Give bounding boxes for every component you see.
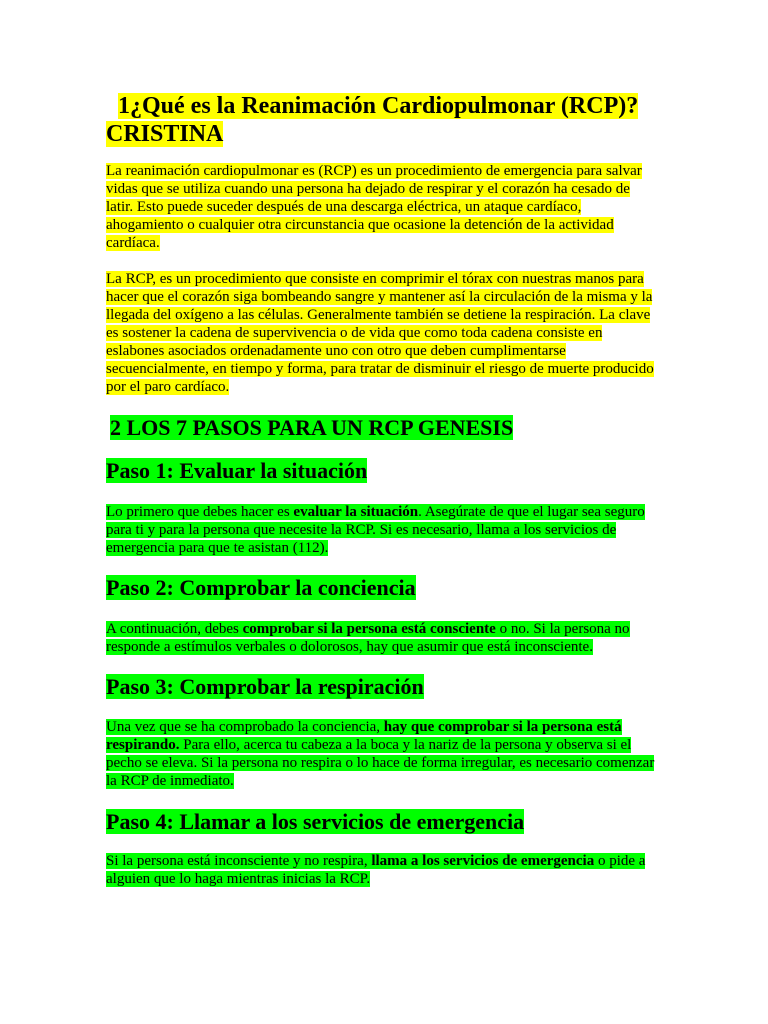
text-line: secuencialmente, en tiempo y forma, para tratar de disminuir el riesgo de muerte producido [106, 361, 654, 377]
step-3-heading [106, 673, 424, 701]
text-line: eslabones asociados ordenadamente uno con otro que deben cumplimentarse [106, 343, 566, 359]
text-run: Para ello, acerca tu cabeza a la boca y la nariz de la persona y observa si el [179, 737, 632, 753]
section-2-title [110, 414, 513, 442]
step-heading-text: Paso 2: Comprobar la conciencia [106, 575, 416, 600]
text-run: A continuación, debes [106, 621, 243, 637]
text-line: es sostener la cadena de supervivencia o de vida que como toda cadena consiste en [106, 325, 603, 341]
section-2-title-text: 2 LOS 7 PASOS PARA UN RCP GENESIS [110, 415, 514, 440]
step-2-paragraph [106, 620, 658, 656]
text-line: ahogamiento o cualquier otra circunstancia que ocasione la detención de la actividad [106, 217, 614, 233]
text-run: Si la persona está inconsciente y no respira, [106, 853, 372, 869]
step-heading-text: Paso 1: Evaluar la situación [106, 458, 368, 483]
bold-text-run: llama a los servicios de emergencia [371, 853, 595, 869]
section-1-title [106, 92, 666, 148]
text-line: alguien que lo haga mientras inicias la RCP. [106, 871, 371, 887]
step-heading-text: Paso 3: Comprobar la respiración [106, 674, 424, 699]
bold-text-run: evaluar la situación [293, 504, 419, 520]
text-line: La RCP, es un procedimiento que consiste en comprimir el tórax con nuestras manos para [106, 271, 644, 287]
intro-paragraph-2 [106, 270, 658, 396]
text-run: o no. Si la persona no [495, 621, 630, 637]
step-4-paragraph [106, 852, 658, 888]
text-line: llegada del oxígeno a las células. Generalmente también se detiene la respiración. La clave [106, 307, 651, 323]
bold-text-run: comprobar si la persona está consciente [242, 621, 496, 637]
text-line: para ti y para la persona que necesite la RCP. Si es necesario, llama a los servicios de [106, 522, 617, 538]
title-line-2: CRISTINA [106, 121, 224, 147]
text-run: Lo primero que debes hacer es [106, 504, 294, 520]
text-line: pecho se eleva. Si la persona no respira o lo hace de forma irregular, es necesario comenzar [106, 755, 655, 771]
text-line: la RCP de inmediato. [106, 773, 234, 789]
text-run: Una vez que se ha comprobado la conciencia, [106, 719, 384, 735]
text-line: cardíaca. [106, 235, 160, 251]
step-heading-text: Paso 4: Llamar a los servicios de emergencia [106, 809, 525, 834]
intro-paragraph-1 [106, 162, 658, 252]
text-line: vidas que se utiliza cuando una persona ha dejado de respirar y el corazón ha cesado de [106, 181, 630, 197]
text-line: por el paro cardíaco. [106, 379, 230, 395]
step-1-paragraph [106, 503, 658, 557]
text-line: hacer que el corazón siga bombeando sangre y mantener así la circulación de la misma y la [106, 289, 653, 305]
text-line: responde a estímulos verbales o dolorosos, hay que asumir que está inconsciente. [106, 639, 593, 655]
text-run: o pide a [594, 853, 646, 869]
step-1-heading [106, 457, 367, 485]
title-line-1: 1¿Qué es la Reanimación Cardiopulmonar (RCP)? [118, 93, 639, 119]
text-line: emergencia para que te asistan (112). [106, 540, 329, 556]
bold-text-run: hay que comprobar si la persona está [383, 719, 622, 735]
step-2-heading [106, 574, 416, 602]
text-line: latir. Esto puede suceder después de una descarga eléctrica, un ataque cardíaco, [106, 199, 582, 215]
text-run: . Asegúrate de que el lugar sea seguro [418, 504, 645, 520]
text-line: La reanimación cardiopulmonar es (RCP) es un procedimiento de emergencia para salvar [106, 163, 642, 179]
step-3-paragraph [106, 718, 658, 790]
bold-text-run: respirando. [106, 737, 180, 753]
step-4-heading [106, 808, 524, 836]
